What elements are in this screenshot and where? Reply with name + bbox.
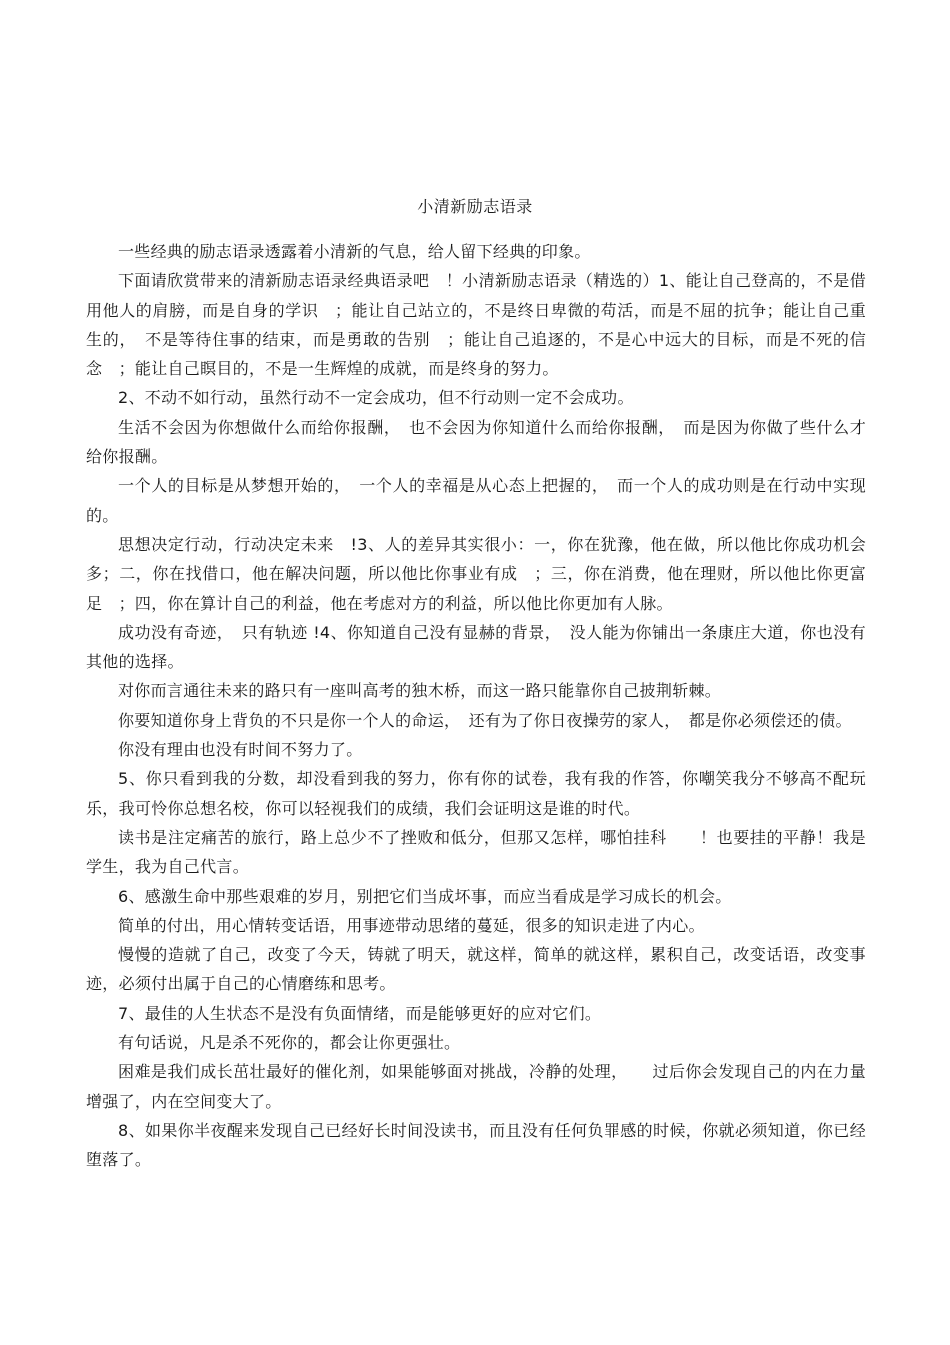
paragraph: 简单的付出，用心情转变话语，用事迹带动思绪的蔓延，很多的知识走进了内心。 (118, 915, 705, 935)
paragraph: 7、最佳的人生状态不是没有负面情绪，而是能够更好的应对它们。 (118, 1003, 602, 1023)
paragraph: 你要知道你身上背负的不只是你一个人的命运， 还有为了你日夜操劳的家人， 都是你必须偿还的债。 (118, 710, 852, 730)
paragraph: 一些经典的励志语录透露着小清新的气息，给人留下经典的印象。 (118, 242, 591, 261)
paragraph: 你没有理由也没有时间不努力了。 (118, 740, 363, 760)
document-title: 小清新励志语录 (417, 197, 533, 216)
paragraph: 成功没有奇迹， 只有轨迹 !4、你知道自己没有显赫的背景， 没人能为你铺出一条康庄大道，你也没有其他的选择。 (86, 622, 866, 672)
paragraph: 6、感激生命中那些艰难的岁月，别把它们当成坏事，而应当看成是学习成长的机会。 (118, 886, 732, 906)
paragraph: 下面请欣赏带来的清新励志语录经典语录吧 ！小清新励志语录（精选的）1、能让自己登高的，不是借用他人的肩膀，而是自身的学识 ；能让自己站立的，不是终日卑微的苟活，而是不屈的抗争；能让自己重生的， 不是等待住事的结束，而是勇敢的告别 ；能让自己追逐的，不是心中远大的目标，而是不死的信念 ；能让自己瞑目的，不是一生辉煌的成就，而是终身的努力。 (86, 271, 866, 379)
paragraph: 一个人的目标是从梦想开始的， 一个人的幸福是从心态上把握的， 而一个人的成功则是在行动中实现的。 (86, 476, 866, 525)
paragraph: 困难是我们成长茁壮最好的催化剂，如果能够面对挑战，冷静的处理， 过后你会发现自己的内在力量增强了，内在空间变大了。 (86, 1062, 866, 1111)
paragraph: 读书是注定痛苦的旅行，路上总少不了挫败和低分，但那又怎样，哪怕挂科 ！也要挂的平静！我是学生，我为自己代言。 (86, 827, 866, 877)
paragraph: 5、你只看到我的分数，却没看到我的努力，你有你的试卷，我有我的作答，你嘲笑我分不够高不配玩乐，我可怜你总想名校，你可以轻视我们的成绩，我们会证明这是谁的时代。 (86, 769, 866, 818)
paragraph: 有句话说，凡是杀不死你的，都会让你更强壮。 (118, 1033, 461, 1053)
document-body (86, 237, 866, 1175)
paragraph: 生活不会因为你想做什么而给你报酬， 也不会因为你知道什么而给你报酬， 而是因为你做了些什么才给你报酬。 (86, 417, 866, 467)
paragraph: 慢慢的造就了自己，改变了今天，铸就了明天，就这样，简单的就这样，累积自己，改变话语，改变事迹，必须付出属于自己的心情磨练和思考。 (86, 945, 866, 994)
paragraph: 对你而言通往未来的路只有一座叫高考的独木桥，而这一路只能靠你自己披荆斩棘。 (118, 681, 722, 701)
paragraph: 2、不动不如行动，虽然行动不一定会成功，但不行动则一定不会成功。 (118, 388, 634, 408)
paragraph: 8、如果你半夜醒来发现自己已经好长时间没读书，而且没有任何负罪感的时候，你就必须知道，你已经堕落了。 (86, 1120, 866, 1170)
paragraph: 思想决定行动，行动决定未来 !3、人的差异其实很小：一，你在犹豫，他在做，所以他比你成功机会多；二，你在找借口，他在解决问题，所以他比你事业有成 ；三，你在消费，他在理财，所以他比你更富足 ；四，你在算计自己的利益，他在考虑对方的利益，所以他比你更加有人脉。 (86, 534, 866, 613)
